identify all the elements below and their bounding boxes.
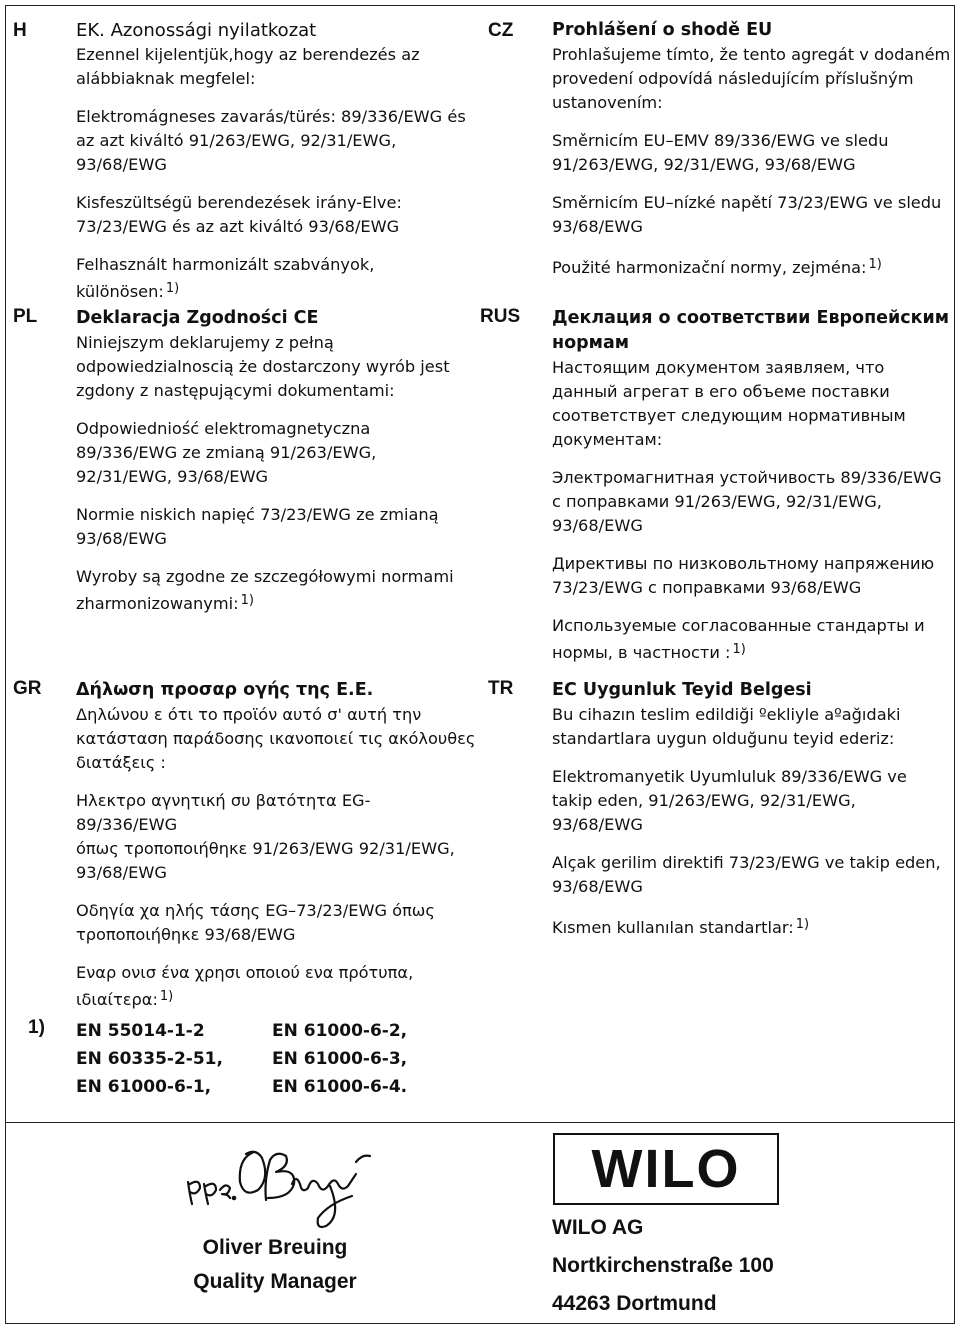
section-intro: Δηλώνου ε ότι το προϊόν αυτό σ' αυτή την κατάσταση παράδοσης ικανοποιεί τις ακόλουθες διατάξεις : bbox=[76, 705, 476, 772]
section-emc: Elektromágneses zavarás/türés: 89/336/EWG és az azt kiváltó 91/263/EWG, 92/31/EWG, 93/68/EWG bbox=[76, 107, 466, 174]
section-lv: Alçak gerilim direktifi 73/23/EWG ve takip eden, 93/68/EWG bbox=[552, 853, 941, 896]
lang-code-gr: GR bbox=[13, 678, 42, 699]
standards-column-2 bbox=[272, 1017, 407, 1101]
standard-item: EN 61000-6-2, bbox=[272, 1021, 408, 1041]
section-tr bbox=[552, 678, 952, 954]
section-emc: Ηλεκτρο αγνητική συ βατότητα EG- 89/336/EWG όπως τροποποιήθηκε 91/263/EWG 92/31/EWG, 93/68/EWG bbox=[76, 791, 455, 882]
section-standards: Kısmen kullanılan standartlar: $^{1)}$ bbox=[552, 917, 810, 937]
section-lv: Směrnicím EU–nízké napětí 73/23/EWG ve sledu 93/68/EWG bbox=[552, 193, 942, 236]
signatory-name: Oliver Breuing bbox=[202, 1236, 348, 1259]
section-pl bbox=[76, 306, 476, 630]
section-title: EC Uygunluk Teyid Belgesi bbox=[552, 680, 812, 700]
lang-code-pl: PL bbox=[13, 306, 38, 327]
standard-item: EN 61000-6-3, bbox=[272, 1049, 408, 1069]
section-standards: Используемые согласованные стандарты и нормы, в частности : $^{1)}$ bbox=[552, 616, 925, 662]
section-emc: Электромагнитная устойчивость 89/336/EWG с поправками 91/263/EWG, 92/31/EWG, 93/68/EWG bbox=[552, 468, 942, 535]
section-gr bbox=[76, 678, 481, 1026]
section-lv: Kisfeszültségü berendezések irány-Elve: 73/23/EWG és az azt kiváltó 93/68/EWG bbox=[76, 193, 402, 236]
section-lv: Normie niskich napięć 73/23/EWG ze zmianą 93/68/EWG bbox=[76, 505, 439, 548]
section-intro: Настоящим документом заявляем, что данный агрегат в его объеме поставки соответствует следующим нормативным документам: bbox=[552, 358, 906, 449]
section-emc: Směrnicím EU–EMV 89/336/EWG ve sledu 91/263/EWG, 92/31/EWG, 93/68/EWG bbox=[552, 131, 889, 174]
section-title: Δήλωση προσαρ ογής της Ε.Ε. bbox=[76, 680, 374, 700]
footnote-marker: 1) bbox=[28, 1017, 45, 1038]
company-street: Nortkirchenstraße 100 bbox=[552, 1254, 774, 1277]
standard-item: EN 60335-2-51, bbox=[76, 1049, 223, 1069]
section-emc: Odpowiedniość elektromagnetyczna 89/336/EWG ze zmianą 91/263/EWG, 92/31/EWG, 93/68/EWG bbox=[76, 419, 377, 486]
section-title: EK. Azonossági nyilatkozat bbox=[76, 20, 317, 41]
lang-code-cz: CZ bbox=[488, 20, 514, 41]
company-city: 44263 Dortmund bbox=[552, 1292, 717, 1315]
section-intro: Prohlašujeme tímto, že tento agregát v dodaném provedení odpovídá následujícím příslušným ustanovením: bbox=[552, 45, 951, 112]
company-name: WILO AG bbox=[552, 1216, 644, 1239]
section-rus bbox=[552, 306, 952, 679]
section-standards: Použité harmonizační normy, zejména: $^{1)}$ bbox=[552, 257, 882, 277]
section-emc: Elektromanyetik Uyumluluk 89/336/EWG ve takip eden, 91/263/EWG, 92/31/EWG, 93/68/EWG bbox=[552, 767, 907, 834]
section-cz bbox=[552, 18, 952, 294]
standard-item: EN 61000-6-1, bbox=[76, 1077, 212, 1097]
signature-divider bbox=[5, 1122, 955, 1123]
svg-text:WILO: WILO bbox=[591, 1139, 741, 1199]
section-h bbox=[76, 18, 476, 318]
section-standards: Felhasznált harmonizált szabványok, különösen: $^{1)}$ bbox=[76, 255, 375, 301]
wilo-logo bbox=[553, 1133, 779, 1205]
section-standards: Wyroby są zgodne ze szczegółowymi normami zharmonizowanymi: $^{1)}$ bbox=[76, 567, 454, 613]
signatory-role: Quality Manager bbox=[193, 1270, 357, 1293]
standard-item: EN 61000-6-4. bbox=[272, 1077, 408, 1097]
standards-column-1 bbox=[76, 1017, 223, 1101]
wilo-logo-mark bbox=[555, 1135, 777, 1203]
section-lv: Οδηγία χα ηλής τάσης EG–73/23/EWG όπως τροποποιήθηκε 93/68/EWG bbox=[76, 901, 435, 944]
handwritten-signature bbox=[180, 1140, 380, 1230]
section-lv: Директивы по низковольтному напряжению 73/23/EWG с поправками 93/68/EWG bbox=[552, 554, 935, 597]
standard-item: EN 55014-1-2 bbox=[76, 1021, 205, 1041]
lang-code-tr: TR bbox=[488, 678, 514, 699]
section-standards: Εναρ ονισ ένα χρησι οποιού ενα πρότυπα, ιδιαίτερα: $^{1)}$ bbox=[76, 963, 414, 1009]
section-title: Prohlášení o shodě EU bbox=[552, 20, 773, 40]
section-intro: Ezennel kijelentjük,hogy az berendezés az alábbiaknak megfelel: bbox=[76, 45, 420, 88]
section-title: Deklaracja Zgodności CE bbox=[76, 308, 319, 328]
section-intro: Niniejszym deklarujemy z pełną odpowiedzialnoscią że dostarczony wyrób jest zgdony z następującymi dokumentami: bbox=[76, 333, 450, 400]
lang-code-h: H bbox=[13, 20, 27, 41]
section-intro: Bu cihazın teslim edildiği ºekliyle aºağıdaki standartlara uygun olduğunu teyid ederiz: bbox=[552, 705, 901, 748]
lang-code-rus: RUS bbox=[480, 306, 521, 327]
section-title: Деклация о соответствии Европейским нормам bbox=[552, 308, 950, 353]
